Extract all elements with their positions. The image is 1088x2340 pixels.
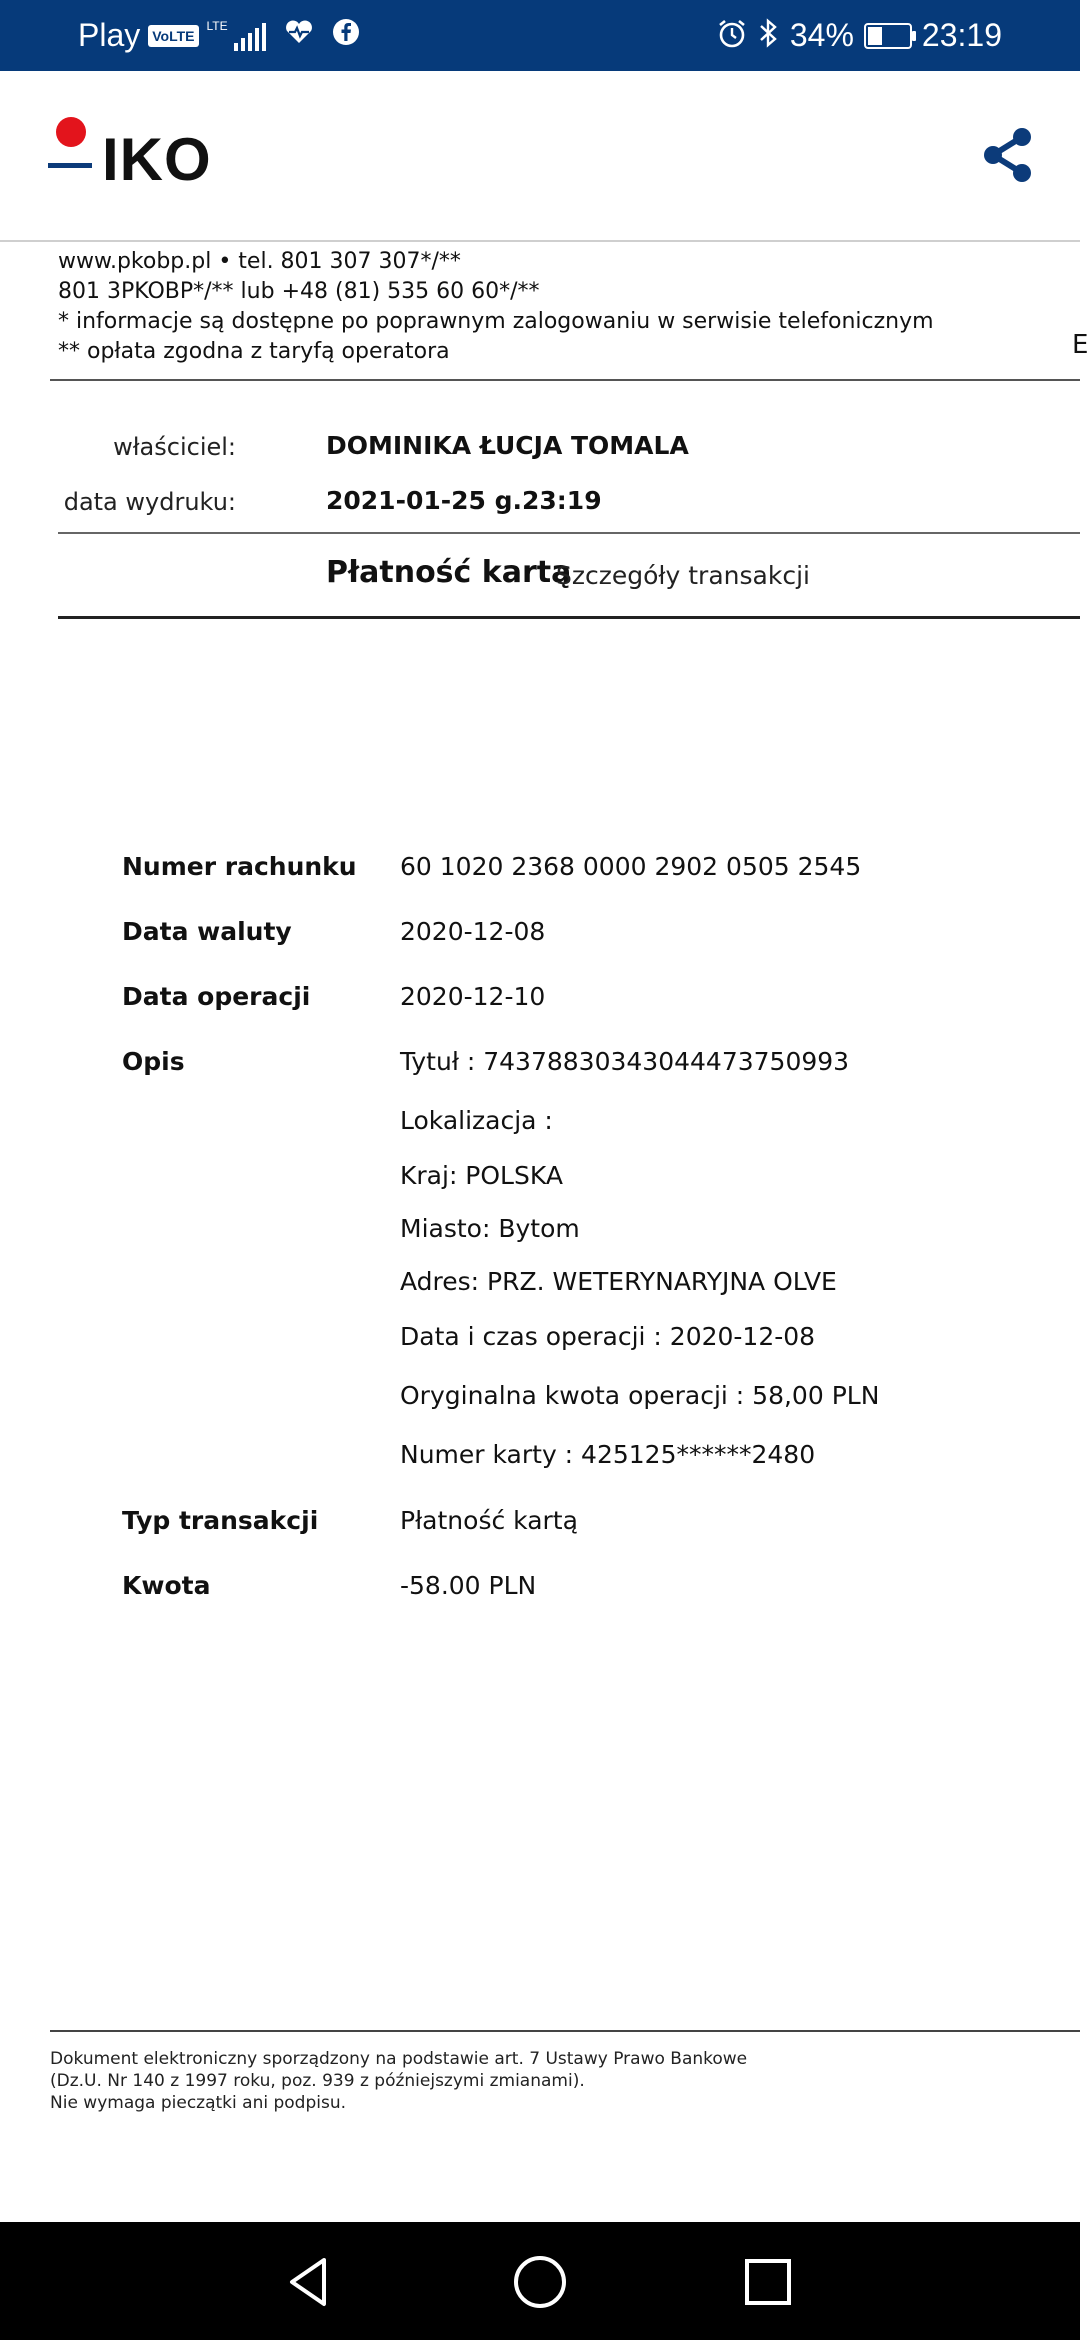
app-header: [0, 71, 1080, 241]
logo-bar: [48, 163, 92, 168]
description-line: Tytuł : 74378830343044473750993: [400, 1047, 850, 1076]
document-subtitle: Szczegóły transakcji: [556, 561, 810, 590]
description-line: Lokalizacja :: [400, 1106, 553, 1135]
transaction-type-label: Typ transakcji: [122, 1506, 319, 1535]
description-line: Oryginalna kwota operacji : 58,00 PLN: [400, 1381, 880, 1410]
operation-date-value: 2020-12-10: [400, 982, 546, 1011]
legal-footer: [50, 2048, 750, 2114]
recents-icon[interactable]: [738, 2252, 798, 2312]
footer-line: Dokument elektroniczny sporządzony na podstawie art. 7 Ustawy Prawo Bankowe: [50, 2049, 748, 2069]
footer-line: (Dz.U. Nr 140 z 1997 roku, poz. 939 z późniejszymi zmianami).: [50, 2071, 585, 2091]
print-date-value: 2021-01-25 g.23:19: [326, 486, 602, 515]
status-bar: [0, 0, 1080, 71]
logo-text: IKO: [102, 126, 212, 193]
status-bar-right: [716, 0, 1002, 71]
contact-line: * informacje są dostępne po poprawnym zalogowaniu w serwisie telefonicznym: [58, 309, 934, 334]
owner-value: DOMINIKA ŁUCJA TOMALA: [326, 431, 689, 460]
description-line: Numer karty : 425125******2480: [400, 1440, 816, 1469]
account-number-label: Numer rachunku: [122, 852, 357, 881]
account-number-value: 60 1020 2368 0000 2902 0505 2545: [400, 852, 862, 881]
bank-contact-info: [58, 247, 934, 367]
share-icon[interactable]: [976, 123, 1040, 187]
amount-label: Kwota: [122, 1571, 211, 1600]
battery-percent: 34%: [789, 17, 854, 53]
value-date-value: 2020-12-08: [400, 917, 546, 946]
footer-line: Nie wymaga pieczątki ani podpisu.: [50, 2093, 347, 2113]
volte-badge: VoLTE: [148, 25, 198, 47]
alarm-icon: [716, 17, 748, 54]
battery-icon: [864, 23, 912, 49]
status-bar-left: [78, 0, 360, 71]
carrier-name: Play: [78, 17, 141, 53]
footer-divider: [50, 2030, 1080, 2032]
cropped-edge-text: E: [1072, 330, 1088, 360]
iko-logo: [48, 117, 212, 197]
clock: 23:19: [921, 17, 1002, 53]
signal-icon: [234, 21, 266, 51]
transaction-type-value: Płatność kartą: [400, 1506, 578, 1535]
description-line: Data i czas operacji : 2020-12-08: [400, 1322, 816, 1351]
section-divider: [50, 379, 1080, 381]
contact-line: www.pkobp.pl • tel. 801 307 307*/**: [58, 249, 461, 274]
navigation-bar: [0, 2222, 1080, 2340]
title-divider: [58, 616, 1080, 619]
back-icon[interactable]: [280, 2252, 340, 2312]
description-line: Adres: PRZ. WETERYNARYJNA OLVE: [400, 1267, 837, 1296]
document-title: Płatność kartą: [326, 555, 572, 590]
value-date-label: Data waluty: [122, 917, 292, 946]
heart-rate-icon: [284, 19, 314, 52]
logo-red-dot: [56, 117, 86, 147]
print-date-label: data wydruku:: [63, 488, 236, 516]
contact-line: 801 3PKOBP*/** lub +48 (81) 535 60 60*/**: [58, 279, 540, 304]
description-label: Opis: [122, 1047, 185, 1076]
amount-value: -58.00 PLN: [400, 1571, 537, 1600]
description-line: Kraj: POLSKA: [400, 1161, 563, 1190]
network-type: LTE: [206, 18, 228, 33]
description-line: Miasto: Bytom: [400, 1214, 580, 1243]
home-icon[interactable]: [510, 2252, 570, 2312]
contact-line: ** opłata zgodna z taryfą operatora: [58, 339, 450, 364]
bluetooth-icon: [758, 17, 780, 54]
owner-label: właściciel:: [113, 433, 236, 461]
header-divider: [0, 240, 1080, 242]
facebook-icon: [332, 18, 360, 53]
operation-date-label: Data operacji: [122, 982, 311, 1011]
meta-divider: [58, 532, 1080, 534]
